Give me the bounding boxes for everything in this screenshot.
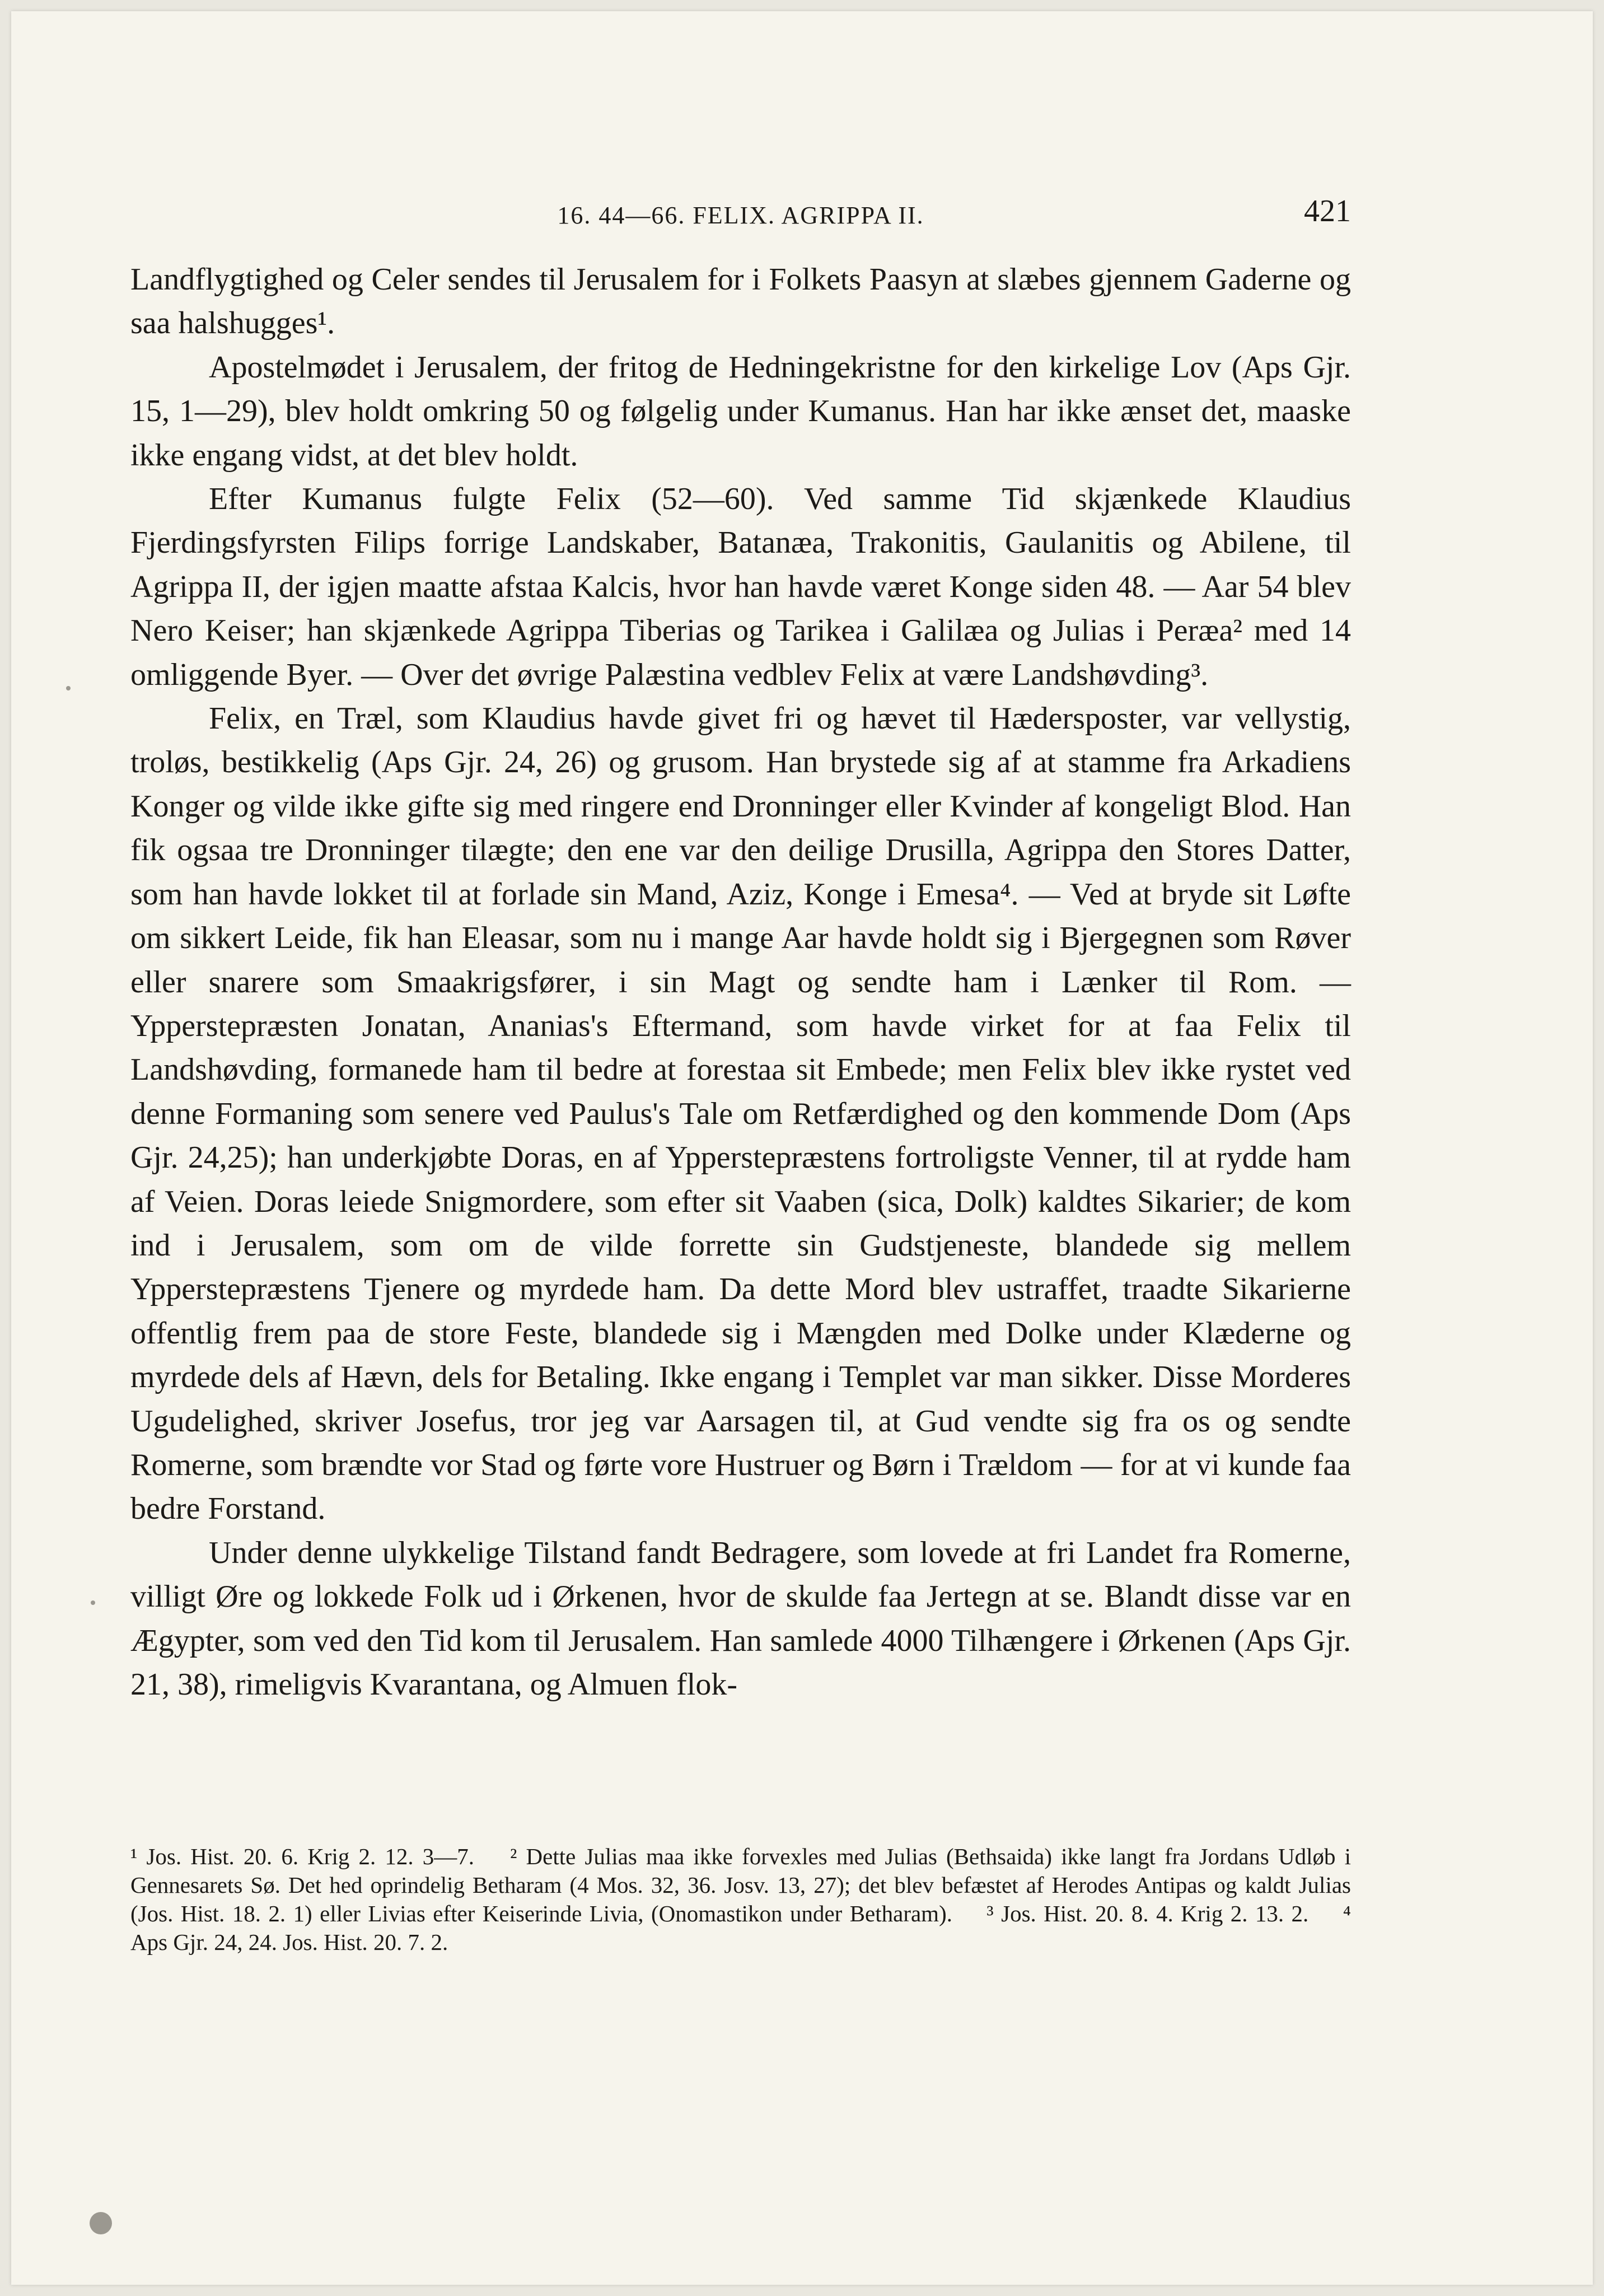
section-number: 16. bbox=[557, 202, 592, 229]
footnote-3: ³ Jos. Hist. 20. 8. 4. Krig 2. 13. 2. bbox=[986, 1901, 1309, 1926]
footnote-4: ⁴ Aps Gjr. 24, 24. Jos. Hist. 20. 7. 2. bbox=[130, 1901, 1352, 1955]
section-range: 44—66. bbox=[598, 202, 686, 229]
ink-dot bbox=[91, 1600, 95, 1605]
footnote-2: ² Dette Julias maa ikke forvexles med Julias (Bethsaida) ikke langt fra Jordans Udløb i Gennesarets Sø. Det hed oprindelig Betharam (4 Mos. 32, 36. Josv. 13, 27); det blev befæstet af Herodes Antipas og kaldt Julias (Jos. Hist. 18. 2. 1) eller Livias efter Keiserinde Livia, (Onomastikon under Betharam). bbox=[130, 1844, 1352, 1926]
footnotes bbox=[130, 1842, 1351, 1957]
book-page bbox=[11, 11, 1593, 2285]
footnote-1: ¹ Jos. Hist. 20. 6. Krig 2. 12. 3—7. bbox=[130, 1844, 474, 1869]
ink-dot bbox=[66, 686, 71, 690]
paragraph: Under denne ulykkelige Tilstand fandt Bedragere, som lovede at fri Landet fra Romerne, villigt Øre og lokkede Folk ud i Ørkenen, hvor de skulde faa Jertegn at se. Blandt disse var en Ægypter, som ved den Tid kom til Jerusalem. Han samlede 4000 Tilhængere i Ørkenen (Aps Gjr. 21, 38), rimeligvis Kvarantana, og Almuen flok- bbox=[130, 1535, 1351, 1702]
running-head-center bbox=[130, 201, 1351, 230]
paragraph: Landflygtighed og Celer sendes til Jerusalem for i Folkets Paasyn at slæbes gjennem Gaderne og saa halshugges¹. bbox=[130, 262, 1351, 341]
running-header bbox=[130, 193, 1351, 238]
paragraph: Apostelmødet i Jerusalem, der fritog de Hedningekristne for den kirkelige Lov (Aps Gjr. 15, 1—29), blev holdt omkring 50 og følgelig under Kumanus. Han har ikke ænset det, maaske ikke engang vidst, at det blev holdt. bbox=[130, 349, 1351, 473]
body-text bbox=[130, 258, 1351, 1706]
paragraph: Efter Kumanus fulgte Felix (52—60). Ved samme Tid skjænkede Klaudius Fjerdingsfyrsten Filips forrige Landskaber, Batanæa, Trakonitis, Gaulanitis og Abilene, til Agrippa II, der igjen maatte afstaa Kalcis, hvor han havde været Konge siden 48. — Aar 54 blev Nero Keiser; han skjænkede Agrippa Tiberias og Tarikea i Galilæa og Julias i Peræa² med 14 omliggende Byer. — Over det øvrige Palæstina vedblev Felix at være Landshøvding³. bbox=[130, 482, 1351, 692]
paragraph: Felix, en Træl, som Klaudius havde givet fri og hævet til Hædersposter, var vellystig, troløs, bestikkelig (Aps Gjr. 24, 26) og grusom. Han brystede sig af at stamme fra Arkadiens Konger og vilde ikke gifte sig med ringere end Dronninger eller Kvinder af kongeligt Blod. Han fik ogsaa tre Dronninger tilægte; den ene var den deilige Drusilla, Agrippa den Stores Datter, som han havde lokket til at forlade sin Mand, Aziz, Konge i Emesa⁴. — Ved at bryde sit Løfte om sikkert Leide, fik han Eleasar, som nu i mange Aar havde holdt sig i Bjergegnen som Røver eller snarere som Smaakrigsfører, i sin Magt og sendte ham i Lænker til Rom. — Ypperstepræsten Jonatan, Ananias's Eftermand, som havde virket for at faa Felix til Landshøvding, formanede ham til bedre at forestaa sit Embede; men Felix blev ikke rystet ved denne Formaning som senere ved Paulus's Tale om Retfærdighed og den kommende Dom (Aps Gjr. 24,25); han underkjøbte Doras, en af Ypperstepræstens fortroligste Venner, til at rydde ham af Veien. Doras leiede Snigmordere, som efter sit Vaaben (sica, Dolk) kaldtes Sikarier; de kom ind i Jerusalem, som om de vilde forrette sin Gudstjeneste, blandede sig mellem Ypperstepræstens Tjenere og myrdede ham. Da dette Mord blev ustraffet, traadte Sikarierne offentlig frem paa de store Feste, blandede sig i Mængden med Dolke under Klæderne og myrdede dels af Hævn, dels for Betaling. Ikke engang i Templet var man sikker. Disse Morderes Ugudelighed, skriver Josefus, tror jeg var Aarsagen til, at Gud vendte sig fra os og sendte Romerne, som brændte vor Stad og førte vore Hustruer og Børn i Trældom — for at vi kunde faa bedre Forstand. bbox=[130, 701, 1351, 1527]
running-title: FELIX. AGRIPPA II. bbox=[693, 202, 924, 229]
ink-spot bbox=[90, 2212, 112, 2234]
page-number: 421 bbox=[1304, 194, 1351, 228]
